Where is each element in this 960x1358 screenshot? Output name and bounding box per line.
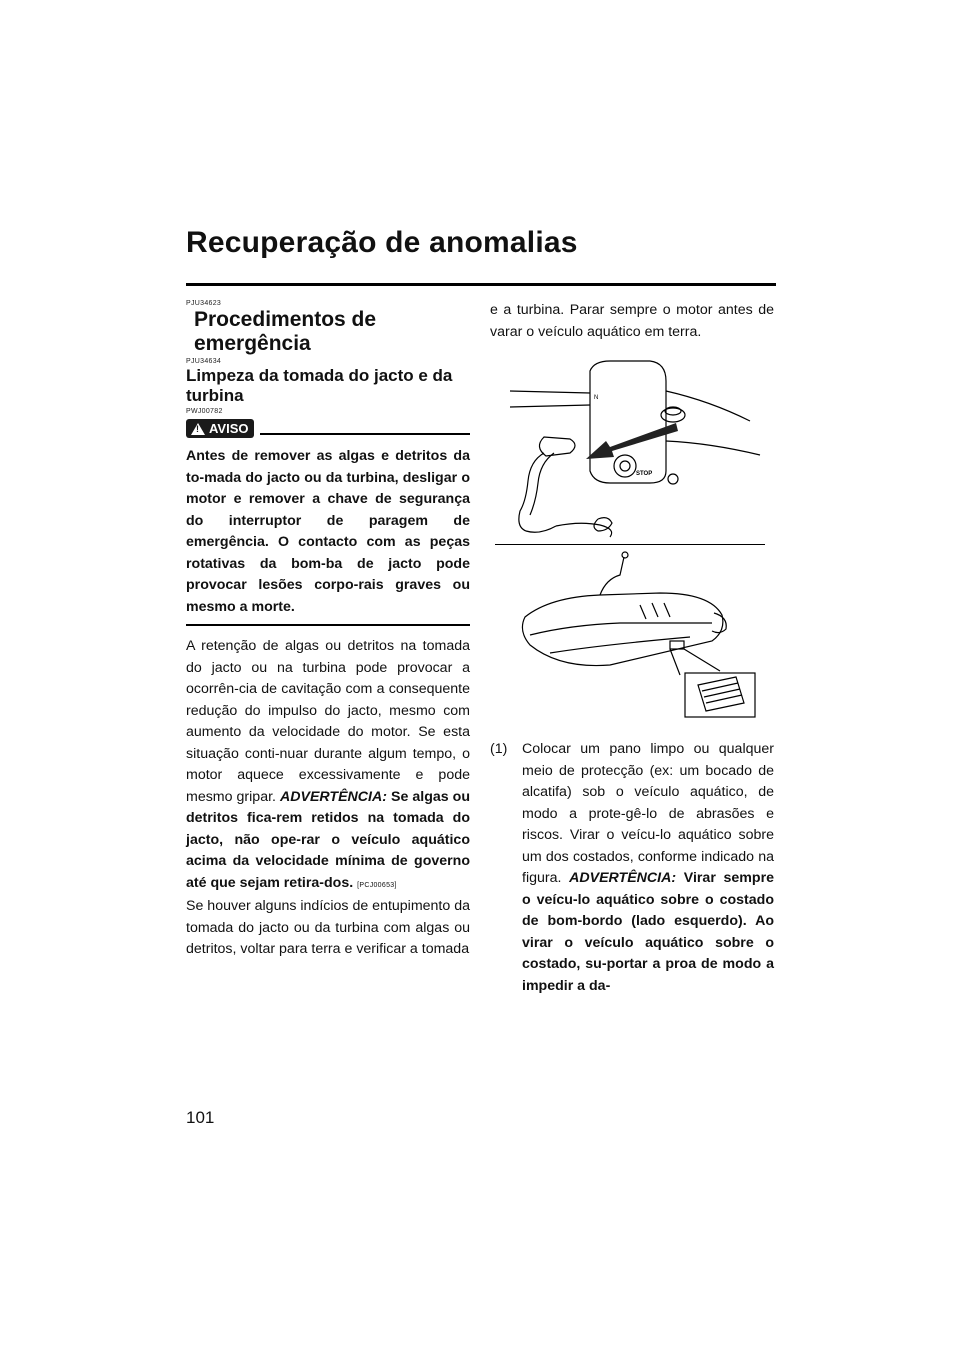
stop-label: STOP xyxy=(636,471,653,477)
advertencia-label: ADVERTÊNCIA: xyxy=(280,788,387,805)
advertencia-label: ADVERTÊNCIA: xyxy=(569,870,677,886)
body-paragraph: e a turbina. Parar sempre o motor antes de varar o veículo aquático em terra. xyxy=(490,302,774,340)
watercraft-on-side-illustration xyxy=(490,545,774,720)
reference-code: [PCJ00653] xyxy=(357,881,397,889)
warning-text: Antes de remover as algas e detritos da to-mada do jacto ou da turbina, desligar o motor e remover a chave de segurança do interruptor de paragem de emergência. O contacto com as peças rotativas da bom-ba de jacto pode provocar lesões corpo-rais graves ou mesmo a morte. xyxy=(186,448,470,615)
warning-triangle-icon: ! xyxy=(191,423,205,435)
chapter-title: Recuperação de anomalias xyxy=(186,226,578,259)
list-item xyxy=(490,739,774,997)
page-number: 101 xyxy=(186,1108,215,1127)
body-paragraph xyxy=(186,636,470,896)
warning-rule xyxy=(260,433,471,435)
paragraph-text: A retenção de algas ou detritos na tomada do jacto ou na turbina pode provocar a ocorrên-cia de cavitação com a consequente redução do impulso do jacto, mesmo com aumento da velocidade do motor. Se esta situação conti-nuar durante algum tempo, o motor aquece excessivamente e pode mesmo gripar. xyxy=(186,638,470,805)
svg-text:N: N xyxy=(594,395,599,401)
chapter-rule xyxy=(186,283,776,286)
reference-code: PJU34634 xyxy=(186,358,222,365)
subsection-title: Limpeza da tomada do jacto e da turbina xyxy=(186,366,453,405)
step-body: Colocar um pano limpo ou qualquer meio de protecção (ex: um bocado de alcatifa) sob o veículo aquático, de modo a prote-gê-lo de abrasões e riscos. Virar o veícu-lo aquático sobre um dos costados, conforme indicado na figura. xyxy=(522,741,774,886)
body-paragraph: Se houver alguns indícios de entupimento da tomada do jacto ou da turbina com algas ou detritos, voltar para terra e verificar a tomada xyxy=(186,898,470,957)
warning-badge xyxy=(186,419,254,438)
warning-label: AVISO xyxy=(209,421,249,436)
handlebar-switch-illustration xyxy=(490,351,774,539)
left-column xyxy=(186,300,470,961)
step-text xyxy=(522,739,774,997)
warning-header xyxy=(186,419,470,438)
advertencia-text: Se algas ou detritos fica-rem retidos na tomada do jacto, não ope-rar o veículo aquático acima da velocidade mínima de governo até que sejam retira-dos. xyxy=(186,788,470,891)
right-column xyxy=(490,300,774,997)
reference-code: PJU34623 xyxy=(186,300,222,307)
reference-code: PWJ00782 xyxy=(186,408,223,415)
step-number: (1) xyxy=(490,741,508,757)
section-title: Procedimentos de emergência xyxy=(194,308,377,355)
warning-bottom-rule xyxy=(186,624,470,626)
advertencia-text: Virar sempre o veícu-lo aquático sobre o costado de bom-bordo (lado esquerdo). Ao virar o veículo aquático sobre o costado, su-portar a proa de modo a impedir a da- xyxy=(522,870,774,994)
